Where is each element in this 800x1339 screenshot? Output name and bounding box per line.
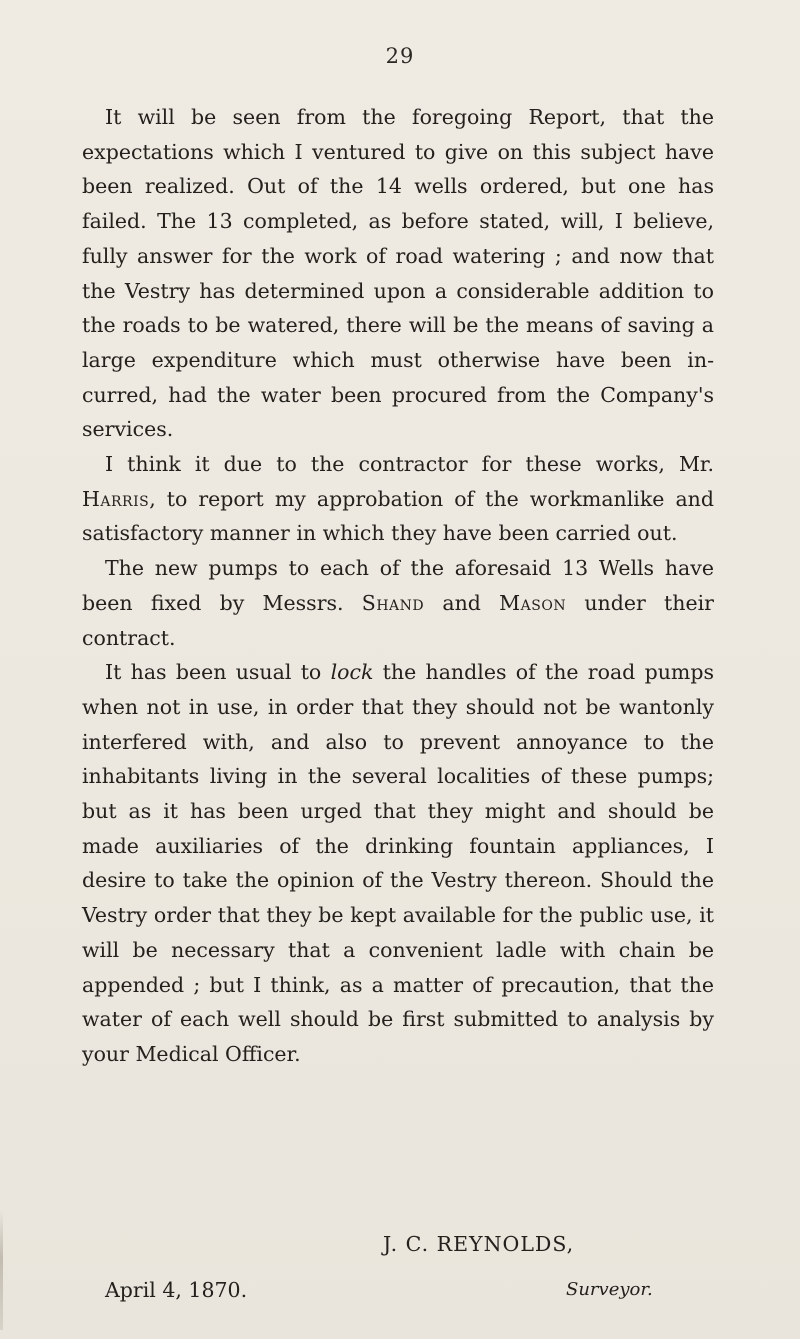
report-date: April 4, 1870. [105,1278,248,1302]
firm-name-mason: Mason [499,590,567,615]
paragraph-text: The new pumps to each of the aforesaid 13 Wells have been fixed by Messrs. [82,556,714,615]
paragraph-text: , to report my approbation of the workmanlike and satisfactory manner in which they have been carried out. [82,486,714,546]
page-edge-shadow [0,1210,3,1330]
contractor-name: Harris [82,486,150,511]
paragraph-text: I think it due to the contractor for these works, Mr. [105,452,714,477]
page-number: 29 [385,44,415,68]
paragraph-text: and [424,590,500,615]
paragraph-pump-handles [82,655,714,1071]
paragraph-text: It will be seen from the foregoing Report, that the expectations which I ventured to give on this subject have been realized. Out of the 14 wells ordered, but one has failed. The 13 completed, as before stated, will, I believe, fully answer for the work of road watering ; and now that the Vestry has determined upon a considerable addition to the roads to be watered, there will be the means of saving a large expenditure which must otherwise have been incurred, had the water been procured from the Company's services. [82,105,714,442]
signature-title: Surveyor. [566,1279,653,1300]
paragraph-contractor [82,447,714,551]
paragraph-text: It has been usual to [105,660,331,685]
firm-name-shand: Shand [361,590,425,615]
paragraph-text: the handles of the road pumps when not in use, in order that they should not be wantonly interfered with, and also to prevent annoyance to the inhabitants living in the several localities of these pumps; but as it has been urged that they might and should be made auxiliaries of the drinking fountain appliances, I desire to take the opinion of the Vestry thereon. Should the Vestry order that they be kept available for the public use, it will be necessary that a convenient ladle with chain be appended ; but I think, as a matter of precaution, that the water of each well should be first submitted to analysis by your Medical Officer. [82,660,714,1066]
paragraph-pumps [82,551,714,655]
emphasis-lock: lock [330,660,374,685]
signature-name: J. C. REYNOLDS, [383,1232,575,1256]
paragraph-wells-report [82,100,714,447]
report-body [82,100,714,1072]
paragraph-text: under their contract. [82,590,714,650]
